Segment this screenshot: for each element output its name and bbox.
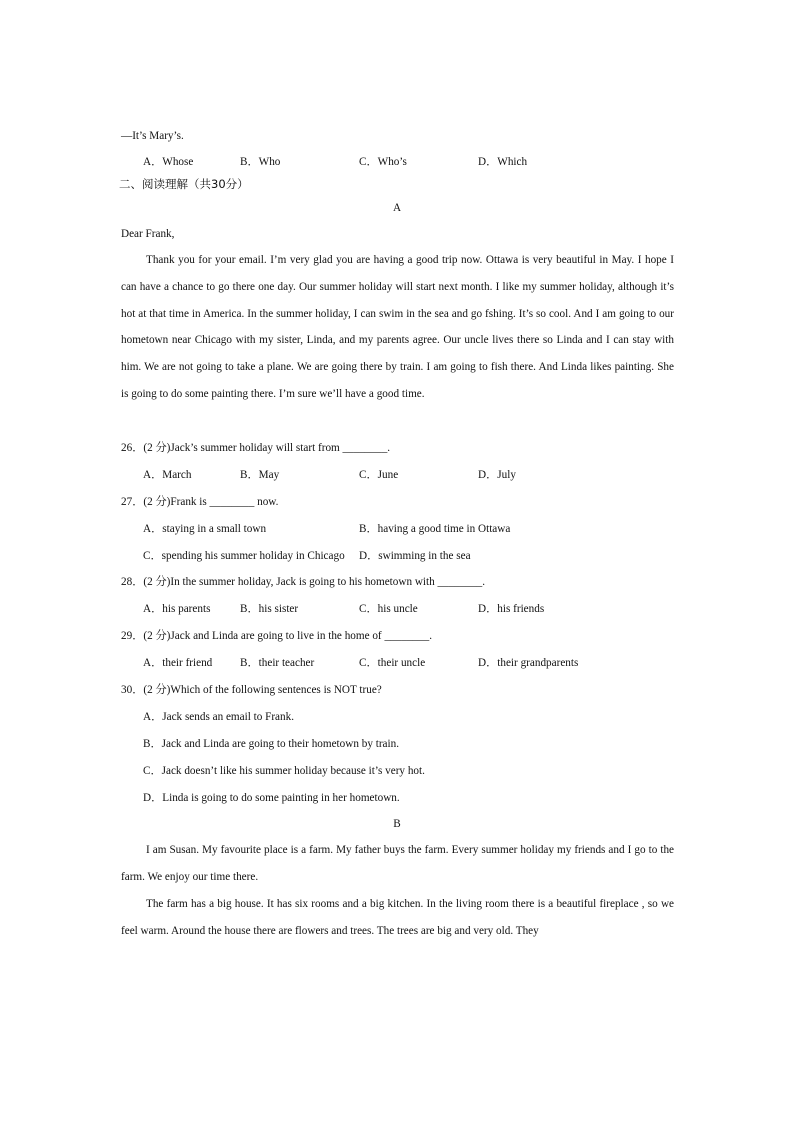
q29-option-d: D．their grandparents <box>478 657 579 669</box>
question-26-stem: 26．(2 分)Jack’s summer holiday will start from ________. <box>121 442 391 454</box>
question-28-stem: 28．(2 分)In the summer holiday, Jack is going to his hometown with ________. <box>121 576 486 588</box>
q28-option-d: D．his friends <box>478 603 545 615</box>
letter-greeting: Dear Frank, <box>121 228 175 240</box>
prev-option-d: D．Which <box>478 156 528 168</box>
passage-a-body: Thank you for your email. I’m very glad you are having a good trip now. Ottawa is very beautiful in May. I hope I can have a chance to go there one day. Our summer holiday will start next month. I like my summer holiday, although it’s hot at that time in America. In the summer holiday, I can swim in the sea and go fshing. It’s so cool. And I am going to our hometown near Chicago with my sister, Linda, and my parents agree. Our uncle lives there so Linda and I can stay with him. We are not going to take a plane. We are going there by train. I am going to fish there. And Linda likes painting. She is going to do some painting there. I’m sure we’ll have a good time. <box>121 254 674 400</box>
passage-b-paragraph-1: I am Susan. My favourite place is a farm. My father buys the farm. Every summer holiday my friends and I go to the farm. We enjoy our time there. <box>121 844 674 883</box>
prev-option-b: B．Who <box>240 156 281 168</box>
prev-answer-line: —It’s Mary’s. <box>121 130 184 142</box>
section-title: 二、阅读理解（共30分） <box>119 177 249 191</box>
q29-option-a: A．their friend <box>143 657 213 669</box>
q26-option-d: D．July <box>478 469 516 481</box>
q29-option-c: C．their uncle <box>359 657 426 669</box>
q30-option-c: C．Jack doesn’t like his summer holiday because it’s very hot. <box>143 765 425 777</box>
q26-option-a: A．March <box>143 469 192 481</box>
q30-option-b: B．Jack and Linda are going to their hometown by train. <box>143 738 400 750</box>
question-27-stem: 27．(2 分)Frank is ________ now. <box>121 496 279 508</box>
passage-b-paragraph-2: The farm has a big house. It has six rooms and a big kitchen. In the living room there is a beautiful fireplace , so we feel warm. Around the house there are flowers and trees. The trees are big and very old. They <box>121 898 674 937</box>
q27-option-c: C．spending his summer holiday in Chicago <box>143 550 345 562</box>
q27-option-a: A．staying in a small town <box>143 523 267 535</box>
question-30-stem: 30．(2 分)Which of the following sentences is NOT true? <box>121 684 382 696</box>
q26-option-b: B．May <box>240 469 280 481</box>
q27-option-b: B．having a good time in Ottawa <box>359 523 511 535</box>
q30-option-a: A．Jack sends an email to Frank. <box>143 711 294 723</box>
prev-option-c: C．Who’s <box>359 156 407 168</box>
passage-a-label: A <box>392 202 402 214</box>
q27-option-d: D．swimming in the sea <box>359 550 471 562</box>
q29-option-b: B．their teacher <box>240 657 315 669</box>
q26-option-c: C．June <box>359 469 399 481</box>
q28-option-c: C．his uncle <box>359 603 418 615</box>
q30-option-d: D．Linda is going to do some painting in her hometown. <box>143 792 400 804</box>
passage-b-label: B <box>393 818 401 830</box>
prev-option-a: A．Whose <box>143 156 194 168</box>
q28-option-b: B．his sister <box>240 603 299 615</box>
question-29-stem: 29．(2 分)Jack and Linda are going to live in the home of ________. <box>121 630 433 642</box>
q28-option-a: A．his parents <box>143 603 211 615</box>
